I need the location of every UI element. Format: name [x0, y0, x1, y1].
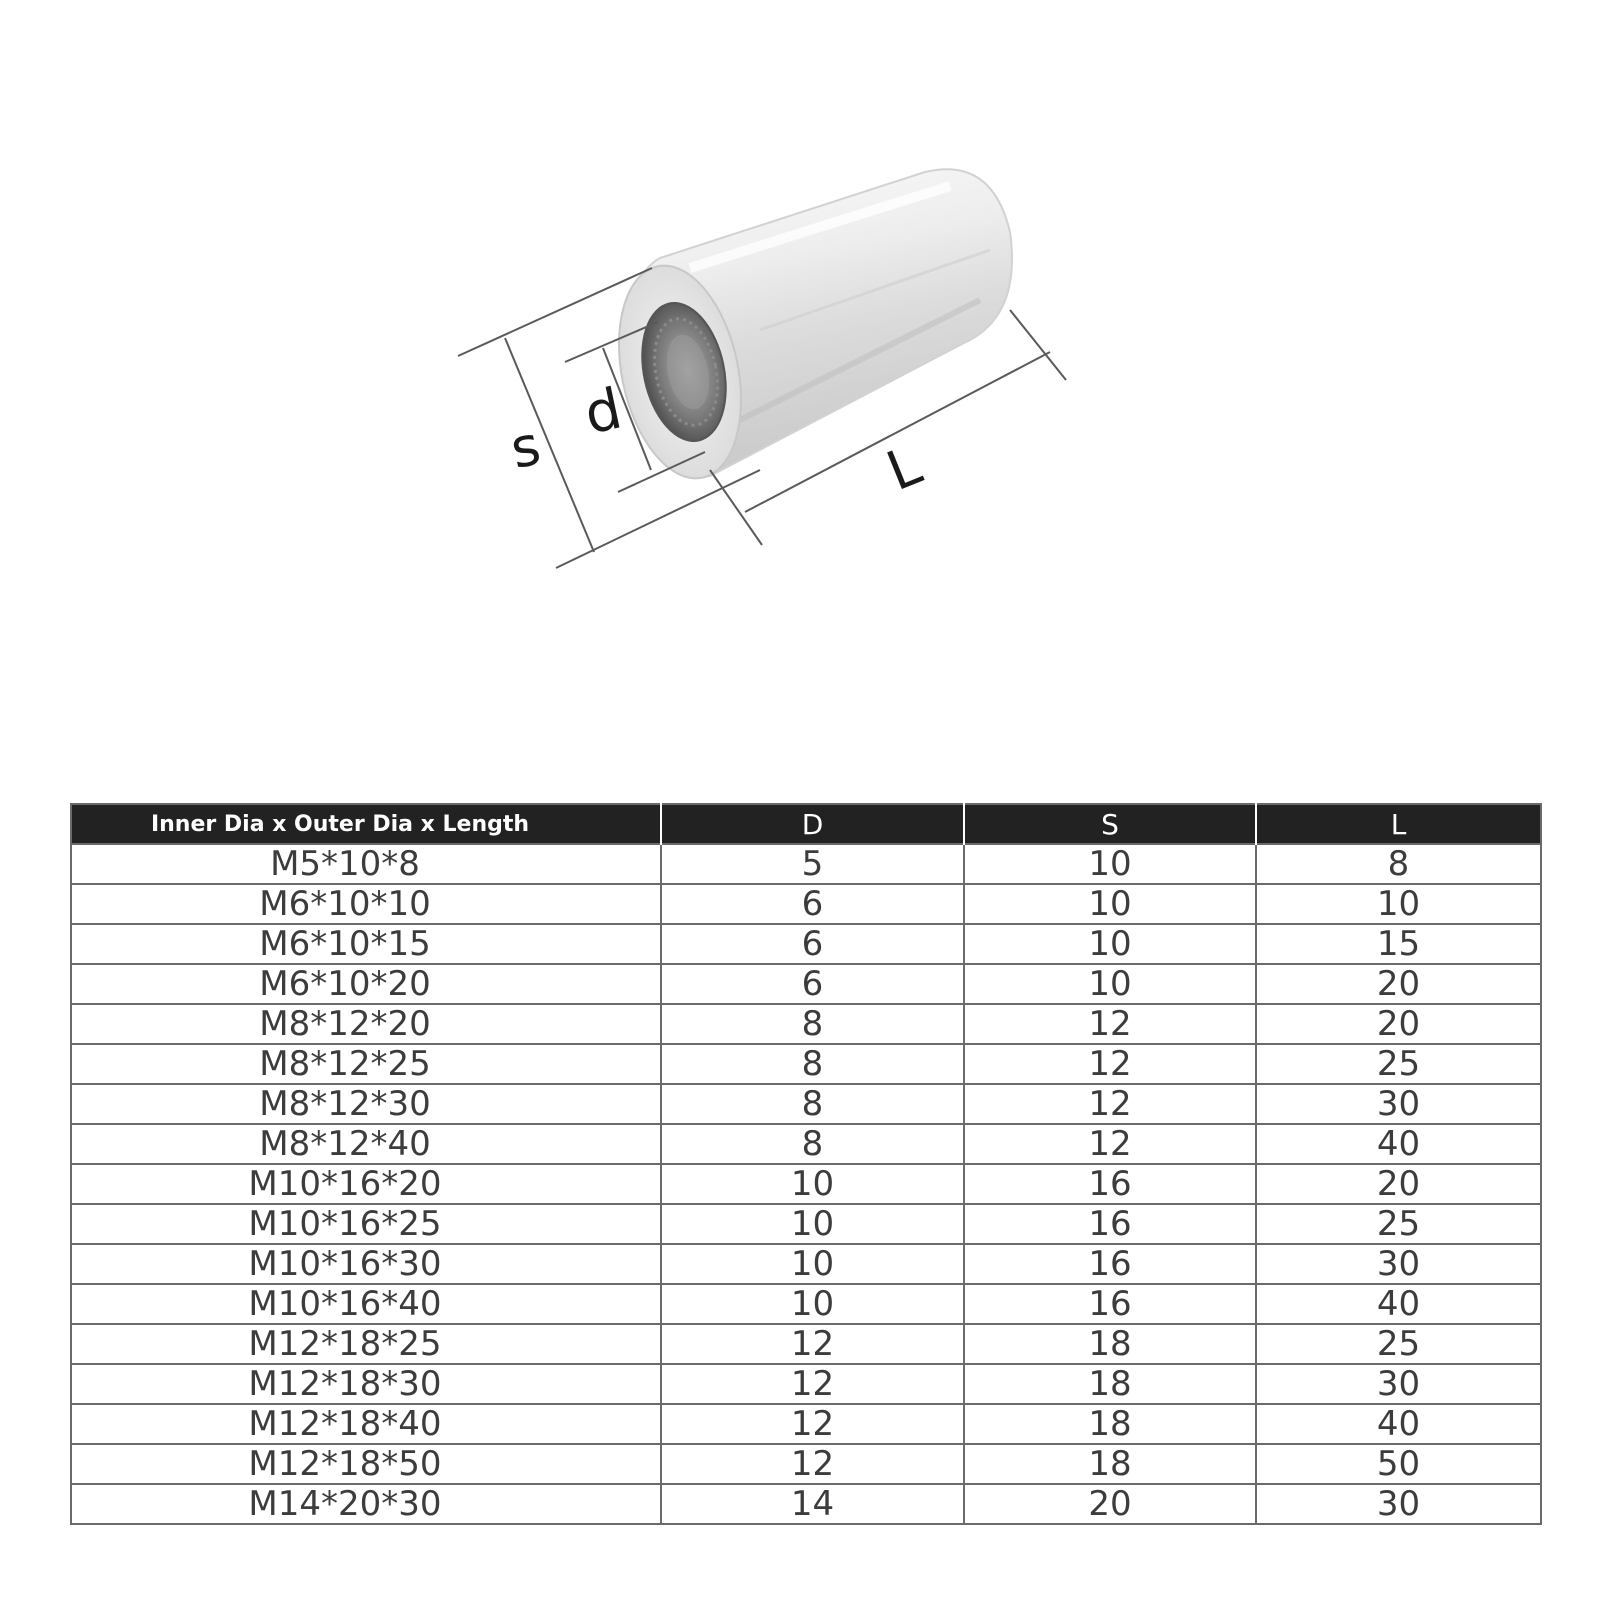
cell-s: 20	[964, 1484, 1256, 1524]
cell-d: 8	[661, 1044, 964, 1084]
cell-s: 16	[964, 1164, 1256, 1204]
cell-d: 10	[661, 1244, 964, 1284]
cell-model: M10*16*40	[71, 1284, 661, 1324]
cell-d: 12	[661, 1364, 964, 1404]
table-row	[71, 1204, 1541, 1244]
cell-l: 25	[1256, 1204, 1541, 1244]
cell-s: 12	[964, 1084, 1256, 1124]
table-row	[71, 1484, 1541, 1524]
header-cell-d: D	[661, 804, 964, 844]
dimension-label-s: s	[505, 413, 546, 482]
spec-table-body	[71, 844, 1541, 1524]
cell-s: 16	[964, 1284, 1256, 1324]
cell-s: 18	[964, 1444, 1256, 1484]
cell-l: 30	[1256, 1244, 1541, 1284]
cell-l: 50	[1256, 1444, 1541, 1484]
cell-model: M5*10*8	[71, 844, 661, 884]
cell-l: 10	[1256, 884, 1541, 924]
cell-s: 10	[964, 844, 1256, 884]
table-row	[71, 1164, 1541, 1204]
cell-d: 14	[661, 1484, 964, 1524]
spec-table	[70, 803, 1542, 1525]
cell-model: M14*20*30	[71, 1484, 661, 1524]
cell-l: 40	[1256, 1404, 1541, 1444]
cell-s: 12	[964, 1004, 1256, 1044]
cell-model: M12*18*25	[71, 1324, 661, 1364]
cell-d: 12	[661, 1324, 964, 1364]
cell-s: 12	[964, 1124, 1256, 1164]
cell-s: 18	[964, 1404, 1256, 1444]
table-row	[71, 1324, 1541, 1364]
cell-s: 12	[964, 1044, 1256, 1084]
cell-model: M6*10*15	[71, 924, 661, 964]
table-row	[71, 1364, 1541, 1404]
cell-l: 30	[1256, 1484, 1541, 1524]
header-cell-s: S	[964, 804, 1256, 844]
header-cell-model: Inner Dia x Outer Dia x Length	[71, 804, 661, 844]
cell-d: 6	[661, 964, 964, 1004]
cell-l: 30	[1256, 1364, 1541, 1404]
cell-d: 10	[661, 1284, 964, 1324]
cell-s: 10	[964, 924, 1256, 964]
table-row	[71, 924, 1541, 964]
cell-model: M6*10*10	[71, 884, 661, 924]
table-row	[71, 1444, 1541, 1484]
cell-d: 10	[661, 1204, 964, 1244]
cell-model: M8*12*40	[71, 1124, 661, 1164]
header-cell-l: L	[1256, 804, 1541, 844]
cell-model: M12*18*40	[71, 1404, 661, 1444]
cell-l: 40	[1256, 1284, 1541, 1324]
cell-d: 10	[661, 1164, 964, 1204]
cell-l: 8	[1256, 844, 1541, 884]
cell-d: 6	[661, 924, 964, 964]
table-row	[71, 1244, 1541, 1284]
cell-l: 20	[1256, 964, 1541, 1004]
spec-table-header	[71, 804, 1541, 844]
table-row	[71, 1284, 1541, 1324]
table-row	[71, 1004, 1541, 1044]
cell-d: 12	[661, 1404, 964, 1444]
cell-s: 16	[964, 1204, 1256, 1244]
cell-l: 15	[1256, 924, 1541, 964]
cell-l: 30	[1256, 1084, 1541, 1124]
cell-model: M6*10*20	[71, 964, 661, 1004]
cell-d: 8	[661, 1084, 964, 1124]
cell-s: 16	[964, 1244, 1256, 1284]
cell-s: 10	[964, 964, 1256, 1004]
dimension-label-d: d	[578, 376, 628, 448]
table-row	[71, 964, 1541, 1004]
cell-d: 6	[661, 884, 964, 924]
cell-model: M12*18*30	[71, 1364, 661, 1404]
cell-l: 25	[1256, 1324, 1541, 1364]
table-row	[71, 884, 1541, 924]
table-row	[71, 1044, 1541, 1084]
cell-l: 25	[1256, 1044, 1541, 1084]
cell-d: 12	[661, 1444, 964, 1484]
cell-model: M8*12*20	[71, 1004, 661, 1044]
cell-s: 10	[964, 884, 1256, 924]
cell-l: 20	[1256, 1004, 1541, 1044]
table-row	[71, 844, 1541, 884]
cell-model: M12*18*50	[71, 1444, 661, 1484]
cell-model: M8*12*30	[71, 1084, 661, 1124]
cell-d: 8	[661, 1124, 964, 1164]
cell-model: M10*16*25	[71, 1204, 661, 1244]
dimension-label-L: L	[878, 433, 930, 504]
cell-model: M10*16*30	[71, 1244, 661, 1284]
cell-model: M10*16*20	[71, 1164, 661, 1204]
coupling-nut-diagram	[0, 0, 1600, 700]
cell-l: 20	[1256, 1164, 1541, 1204]
cell-d: 5	[661, 844, 964, 884]
cell-model: M8*12*25	[71, 1044, 661, 1084]
table-row	[71, 1084, 1541, 1124]
table-row	[71, 1124, 1541, 1164]
cell-s: 18	[964, 1364, 1256, 1404]
cell-l: 40	[1256, 1124, 1541, 1164]
cell-d: 8	[661, 1004, 964, 1044]
cell-s: 18	[964, 1324, 1256, 1364]
table-row	[71, 1404, 1541, 1444]
header-row	[71, 804, 1541, 844]
